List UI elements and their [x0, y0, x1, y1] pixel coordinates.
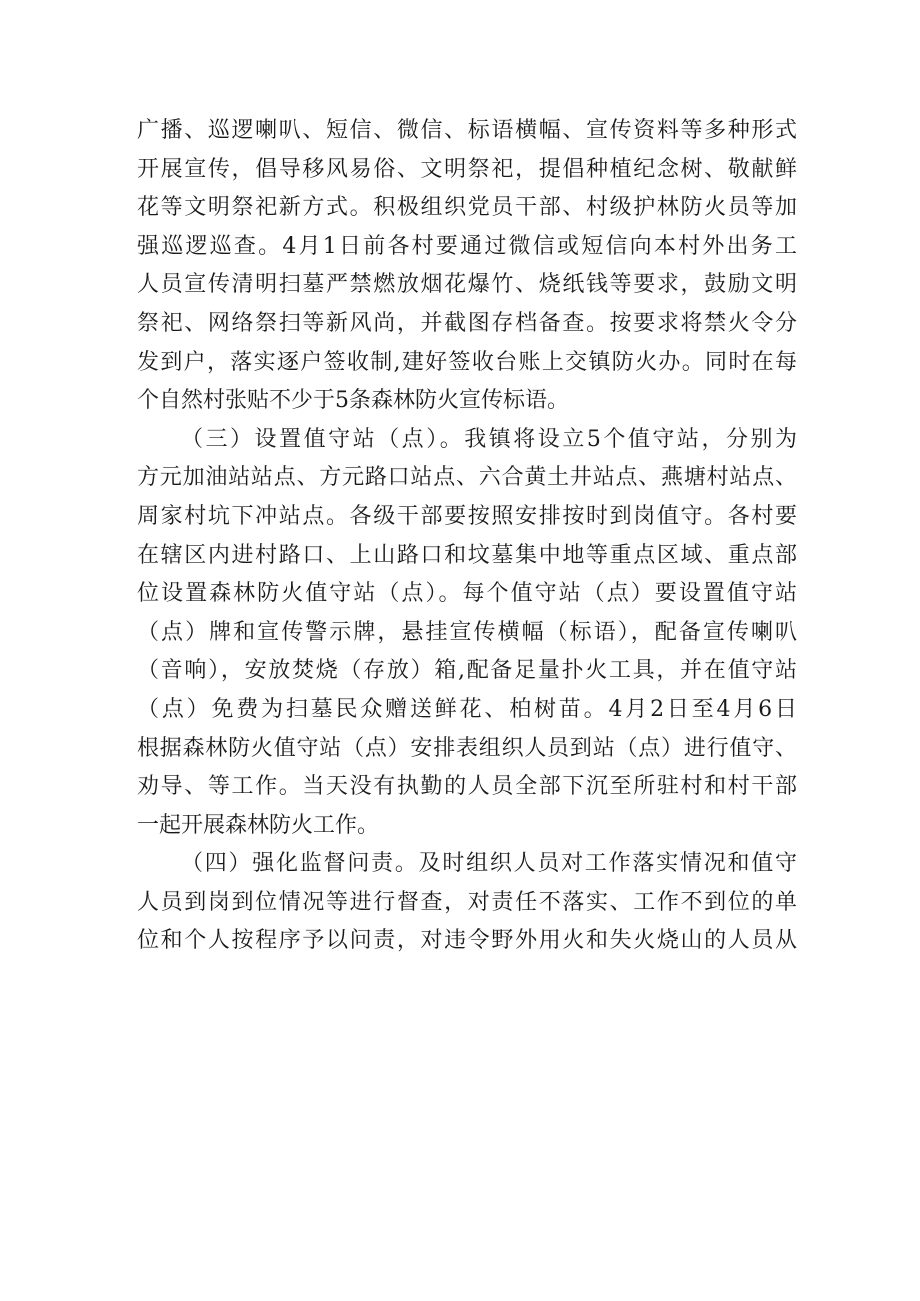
text-line: 周家村坑下冲站点。各级干部要按照安排按时到岗值守。各村要 [137, 503, 797, 529]
text-line: 人员宣传清明扫墓严禁燃放烟花爆竹、烧纸钱等要求，鼓励文明 [137, 272, 797, 298]
section-heading-line: （四）强化监督问责。及时组织人员对工作落实情况和值守 [181, 851, 797, 877]
text-line: 花等文明祭祀新方式。积极组织党员干部、村级护林防火员等加 [137, 195, 797, 221]
text-line: 开展宣传，倡导移风易俗、文明祭祀，提倡种植纪念树、敬献鲜 [137, 156, 797, 182]
text-line: （音响），安放焚烧（存放）箱,配备足量扑火工具，并在值守站 [137, 658, 797, 684]
paragraph-publicity [137, 112, 797, 421]
text-line: 发到户，落实逐户签收制,建好签收台账上交镇防火办。同时在每 [137, 349, 797, 375]
section-heading-line: （三）设置值守站（点）。我镇将设立5个值守站，分别为 [181, 426, 797, 452]
text-line: 根据森林防火值守站（点）安排表组织人员到站（点）进行值守、 [137, 735, 797, 761]
text-line: 强巡逻巡查。4月1日前各村要通过微信或短信向本村外出务工 [137, 233, 797, 259]
text-line: （点）免费为扫墓民众赠送鲜花、柏树苗。4月2日至4月6日 [137, 696, 797, 722]
text-line: 个自然村张贴不少于5条森林防火宣传标语。 [137, 388, 569, 414]
text-line: 人员到岗到位情况等进行督查，对责任不落实、工作不到位的单 [137, 889, 797, 915]
paragraph-section-three [137, 421, 797, 846]
paragraph-section-four [137, 845, 797, 961]
text-line: 在辖区内进村路口、上山路口和坟墓集中地等重点区域、重点部 [137, 542, 797, 568]
text-line: （点）牌和宣传警示牌，悬挂宣传横幅（标语），配备宣传喇叭 [137, 619, 797, 645]
text-line: 方元加油站站点、方元路口站点、六合黄土井站点、燕塘村站点、 [137, 465, 797, 491]
body-text [137, 112, 797, 961]
text-line: 位和个人按程序予以问责，对违令野外用火和失火烧山的人员从 [137, 928, 797, 954]
text-line: 祭祀、网络祭扫等新风尚，并截图存档备查。按要求将禁火令分 [137, 310, 797, 336]
text-line: 位设置森林防火值守站（点）。每个值守站（点）要设置值守站 [137, 581, 797, 607]
text-line: 一起开展森林防火工作。 [137, 812, 380, 838]
text-line: 广播、巡逻喇叭、短信、微信、标语横幅、宣传资料等多种形式 [137, 118, 797, 143]
text-line: 劝导、等工作。当天没有执勤的人员全部下沉至所驻村和村干部 [137, 774, 797, 800]
